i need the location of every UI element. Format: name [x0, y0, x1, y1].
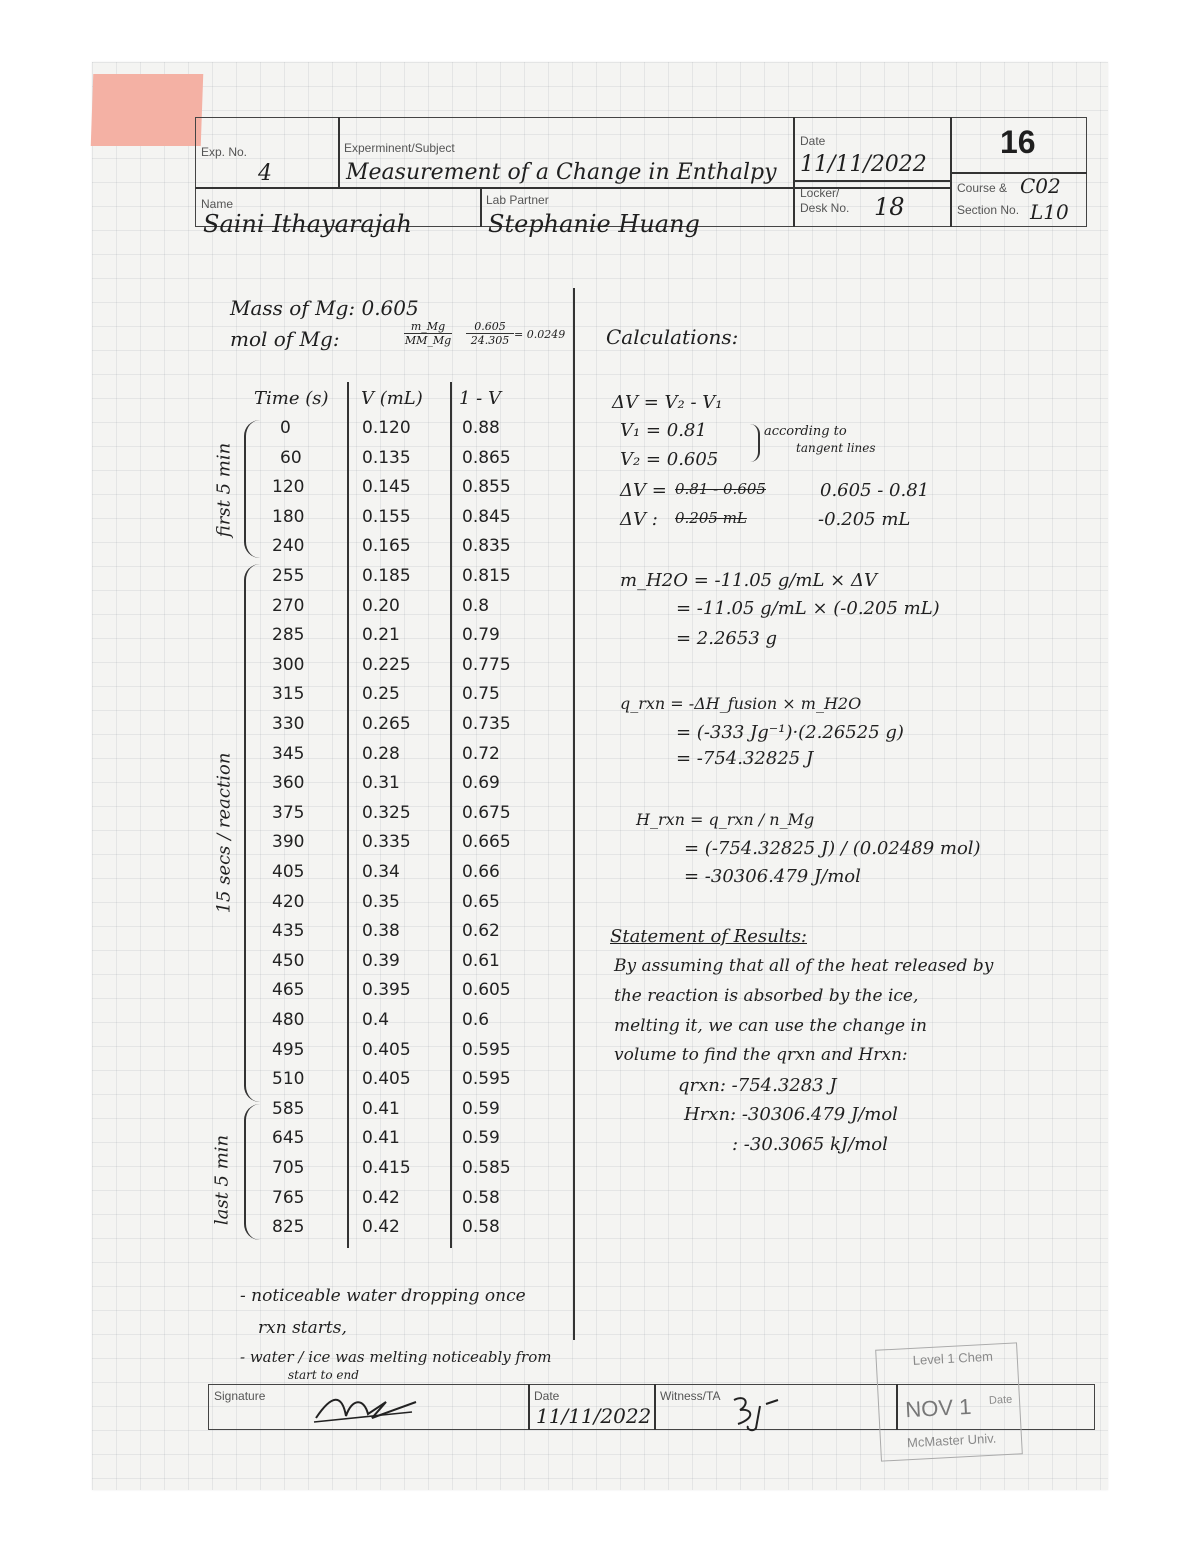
- row-one-minus-v: 0.865: [462, 447, 511, 468]
- mass-of-mg: Mass of Mg: 0.605: [230, 296, 419, 320]
- date-value: 11/11/2022: [800, 152, 927, 177]
- locker-number: 18: [874, 193, 905, 221]
- row-time: 405: [272, 862, 305, 882]
- footer-date: 11/11/2022: [536, 1404, 652, 1428]
- row-time: 0: [280, 418, 291, 438]
- tangent-note-1: according to: [764, 424, 847, 439]
- stamp-date: NOV 1: [904, 1393, 972, 1423]
- signature-mark: [312, 1388, 422, 1428]
- paper-tab: [91, 74, 204, 146]
- group-first-label: first 5 min: [213, 442, 235, 538]
- row-volume: 0.325: [362, 802, 411, 823]
- group-last-label: last 5 min: [211, 1134, 233, 1226]
- row-volume: 0.42: [362, 1217, 400, 1238]
- row-one-minus-v: 0.65: [462, 891, 500, 912]
- row-volume: 0.28: [362, 743, 400, 764]
- note-2b: start to end: [288, 1368, 359, 1382]
- row-time: 240: [272, 536, 305, 557]
- row-time: 330: [272, 714, 305, 734]
- row-volume: 0.165: [362, 536, 411, 557]
- dv-line1-prefix: ΔV =: [620, 480, 667, 501]
- lab-partner-name: Stephanie Huang: [488, 210, 700, 238]
- row-volume: 0.415: [362, 1158, 411, 1178]
- calc-title: Calculations:: [606, 325, 739, 349]
- row-one-minus-v: 0.59: [462, 1128, 500, 1149]
- mol-fraction: [404, 320, 452, 347]
- row-volume: 0.39: [362, 950, 400, 971]
- row-time: 300: [272, 654, 305, 675]
- row-one-minus-v: 0.815: [462, 566, 511, 586]
- mass-water-2: = -11.05 g/mL × (-0.205 mL): [676, 598, 940, 619]
- v1-value: V₁ = 0.81: [620, 420, 707, 441]
- statement-line-1: By assuming that all of the heat released by: [614, 956, 994, 976]
- row-time: 765: [272, 1187, 305, 1208]
- dv-definition: ΔV = V₂ - V₁: [612, 392, 723, 413]
- hrxn-1: H_rxn = q_rxn / n_Mg: [636, 810, 815, 829]
- witness-label: Witness/TA: [660, 1389, 721, 1403]
- col-volume-header: V (mL): [361, 388, 423, 409]
- result-hrxn-1: Hrxn: -30306.479 J/mol: [684, 1104, 898, 1125]
- row-volume: 0.42: [362, 1187, 400, 1208]
- row-time: 345: [272, 743, 305, 764]
- stamp-date-label: Date: [988, 1393, 1013, 1407]
- statement-title: Statement of Results:: [610, 926, 807, 947]
- row-time: 585: [272, 1098, 305, 1119]
- table-col-line-2: [450, 382, 452, 1248]
- row-one-minus-v: 0.72: [462, 743, 500, 764]
- page-divider: [573, 288, 575, 1340]
- experiment-title: Measurement of a Change in Enthalpy: [346, 160, 777, 185]
- row-time: 825: [272, 1217, 305, 1238]
- row-time: 315: [272, 684, 305, 705]
- col-one-minus-v-header: 1 - V: [459, 388, 501, 409]
- witness-initials: [726, 1392, 786, 1432]
- row-one-minus-v: 0.6: [462, 1010, 490, 1030]
- mol-frac-num: m_Mg: [404, 320, 452, 334]
- brace-mid: [244, 564, 262, 1102]
- row-time: 420: [272, 891, 305, 912]
- row-one-minus-v: 0.605: [462, 980, 511, 1001]
- row-time: 450: [272, 950, 305, 971]
- date-label: Date: [800, 134, 826, 148]
- lab-partner-label: Lab Partner: [486, 193, 549, 207]
- received-stamp: [875, 1342, 1023, 1461]
- row-volume: 0.41: [362, 1098, 400, 1119]
- qrxn-3: = -754.32825 J: [676, 748, 814, 769]
- row-time: 360: [272, 773, 305, 794]
- row-one-minus-v: 0.585: [462, 1158, 511, 1178]
- row-volume: 0.31: [362, 773, 400, 794]
- row-one-minus-v: 0.88: [462, 418, 500, 438]
- course-value: C02: [1020, 174, 1061, 198]
- result-hrxn-2: : -30.3065 kJ/mol: [732, 1134, 888, 1155]
- row-time: 285: [272, 625, 305, 646]
- course-label: Course &: [957, 181, 1008, 195]
- row-volume: 0.225: [362, 654, 411, 675]
- row-volume: 0.35: [362, 891, 400, 912]
- row-one-minus-v: 0.61: [462, 950, 500, 971]
- row-time: 60: [280, 447, 302, 468]
- dv-line2-prefix: ΔV :: [620, 509, 658, 530]
- row-volume: 0.135: [362, 447, 411, 468]
- col-time-header: Time (s): [254, 388, 329, 409]
- note-1b: rxn starts,: [258, 1318, 347, 1338]
- brace-last: [244, 1104, 262, 1240]
- footer-date-label: Date: [534, 1389, 560, 1403]
- row-time: 255: [272, 566, 305, 586]
- mol-frac-den: MM_Mg: [404, 334, 452, 347]
- stamp-bottom: McMaster Univ.: [906, 1430, 997, 1451]
- row-one-minus-v: 0.595: [462, 1069, 511, 1090]
- dv-line1-struck: 0.81 - 0.605: [675, 480, 766, 498]
- table-col-line-1: [347, 382, 349, 1248]
- page-number: 16: [1000, 124, 1036, 160]
- qrxn-1: q_rxn = -ΔH_fusion × m_H2O: [620, 694, 862, 713]
- row-time: 510: [272, 1069, 305, 1090]
- row-one-minus-v: 0.835: [462, 536, 511, 557]
- row-volume: 0.405: [362, 1039, 411, 1060]
- exp-no: 4: [258, 161, 272, 186]
- row-one-minus-v: 0.58: [462, 1187, 500, 1208]
- locker-label-2: Desk No.: [800, 201, 850, 215]
- brace-first: [244, 420, 262, 558]
- row-volume: 0.34: [362, 862, 400, 882]
- experiment-label: Experminent/Subject: [344, 141, 455, 155]
- hrxn-3: = -30306.479 J/mol: [684, 866, 861, 887]
- row-one-minus-v: 0.75: [462, 684, 500, 705]
- mass-water-1: m_H2O = -11.05 g/mL × ΔV: [620, 570, 877, 591]
- mol-num: 0.605: [466, 320, 514, 334]
- tangent-brace: [748, 424, 760, 462]
- mol-calc: [466, 320, 514, 347]
- row-time: 495: [272, 1039, 305, 1060]
- row-time: 375: [272, 802, 305, 823]
- hrxn-2: = (-754.32825 J) / (0.02489 mol): [684, 838, 981, 859]
- mol-den: 24.305: [470, 334, 510, 347]
- dv-line2-struck: 0.205 mL: [675, 509, 747, 527]
- row-time: 435: [272, 921, 305, 942]
- section-value: L10: [1030, 200, 1069, 224]
- stamp-top: Level 1 Chem: [912, 1348, 994, 1368]
- row-time: 465: [272, 980, 305, 1001]
- row-volume: 0.395: [362, 980, 411, 1001]
- mass-water-3: = 2.2653 g: [676, 628, 778, 649]
- note-2a: - water / ice was melting noticeably from: [240, 1348, 552, 1366]
- row-one-minus-v: 0.66: [462, 862, 500, 882]
- dv-line2-rhs: -0.205 mL: [818, 509, 911, 530]
- row-volume: 0.265: [362, 714, 411, 734]
- statement-line-3: melting it, we can use the change in: [614, 1016, 927, 1036]
- name-label: Name: [201, 197, 234, 211]
- row-one-minus-v: 0.845: [462, 506, 511, 527]
- row-time: 480: [272, 1010, 305, 1030]
- row-time: 390: [272, 832, 305, 853]
- v2-value: V₂ = 0.605: [620, 449, 719, 470]
- row-volume: 0.20: [362, 595, 400, 616]
- row-one-minus-v: 0.855: [462, 477, 511, 498]
- row-one-minus-v: 0.735: [462, 714, 511, 734]
- row-one-minus-v: 0.59: [462, 1098, 500, 1119]
- statement-line-4: volume to find the qrxn and Hrxn:: [614, 1045, 908, 1065]
- group-mid-label: 15 secs / reaction: [213, 752, 235, 914]
- row-volume: 0.25: [362, 684, 400, 705]
- row-one-minus-v: 0.595: [462, 1039, 511, 1060]
- row-one-minus-v: 0.58: [462, 1217, 500, 1238]
- row-volume: 0.4: [362, 1010, 390, 1030]
- student-name: Saini Ithayarajah: [203, 210, 412, 238]
- row-volume: 0.41: [362, 1128, 400, 1149]
- row-one-minus-v: 0.79: [462, 625, 500, 646]
- row-volume: 0.145: [362, 477, 411, 498]
- row-volume: 0.21: [362, 625, 400, 646]
- qrxn-2: = (-333 Jg⁻¹)·(2.26525 g): [676, 722, 904, 743]
- signature-label: Signature: [214, 1389, 266, 1403]
- note-1a: - noticeable water dropping once: [240, 1286, 526, 1306]
- row-time: 705: [272, 1158, 305, 1178]
- statement-line-2: the reaction is absorbed by the ice,: [614, 986, 919, 1006]
- row-time: 180: [272, 506, 305, 527]
- row-one-minus-v: 0.665: [462, 832, 511, 853]
- row-one-minus-v: 0.675: [462, 802, 511, 823]
- row-volume: 0.185: [362, 566, 411, 586]
- row-volume: 0.120: [362, 418, 411, 438]
- row-time: 120: [272, 477, 305, 498]
- locker-label-1: Locker/: [800, 186, 840, 200]
- exp-no-label: Exp. No.: [201, 145, 248, 159]
- row-one-minus-v: 0.8: [462, 595, 490, 616]
- result-qrxn: qrxn: -754.3283 J: [678, 1075, 837, 1096]
- row-one-minus-v: 0.62: [462, 921, 500, 942]
- row-volume: 0.335: [362, 832, 411, 853]
- row-volume: 0.38: [362, 921, 400, 942]
- row-volume: 0.405: [362, 1069, 411, 1090]
- row-time: 270: [272, 595, 305, 616]
- row-one-minus-v: 0.69: [462, 773, 500, 794]
- mol-of-mg: mol of Mg:: [230, 327, 340, 351]
- row-volume: 0.155: [362, 506, 411, 527]
- tangent-note-2: tangent lines: [796, 441, 876, 455]
- section-label: Section No.: [957, 203, 1020, 217]
- dv-line1-rhs: 0.605 - 0.81: [820, 480, 930, 501]
- row-time: 645: [272, 1128, 305, 1149]
- row-one-minus-v: 0.775: [462, 654, 511, 675]
- mol-result: = 0.0249: [514, 328, 566, 341]
